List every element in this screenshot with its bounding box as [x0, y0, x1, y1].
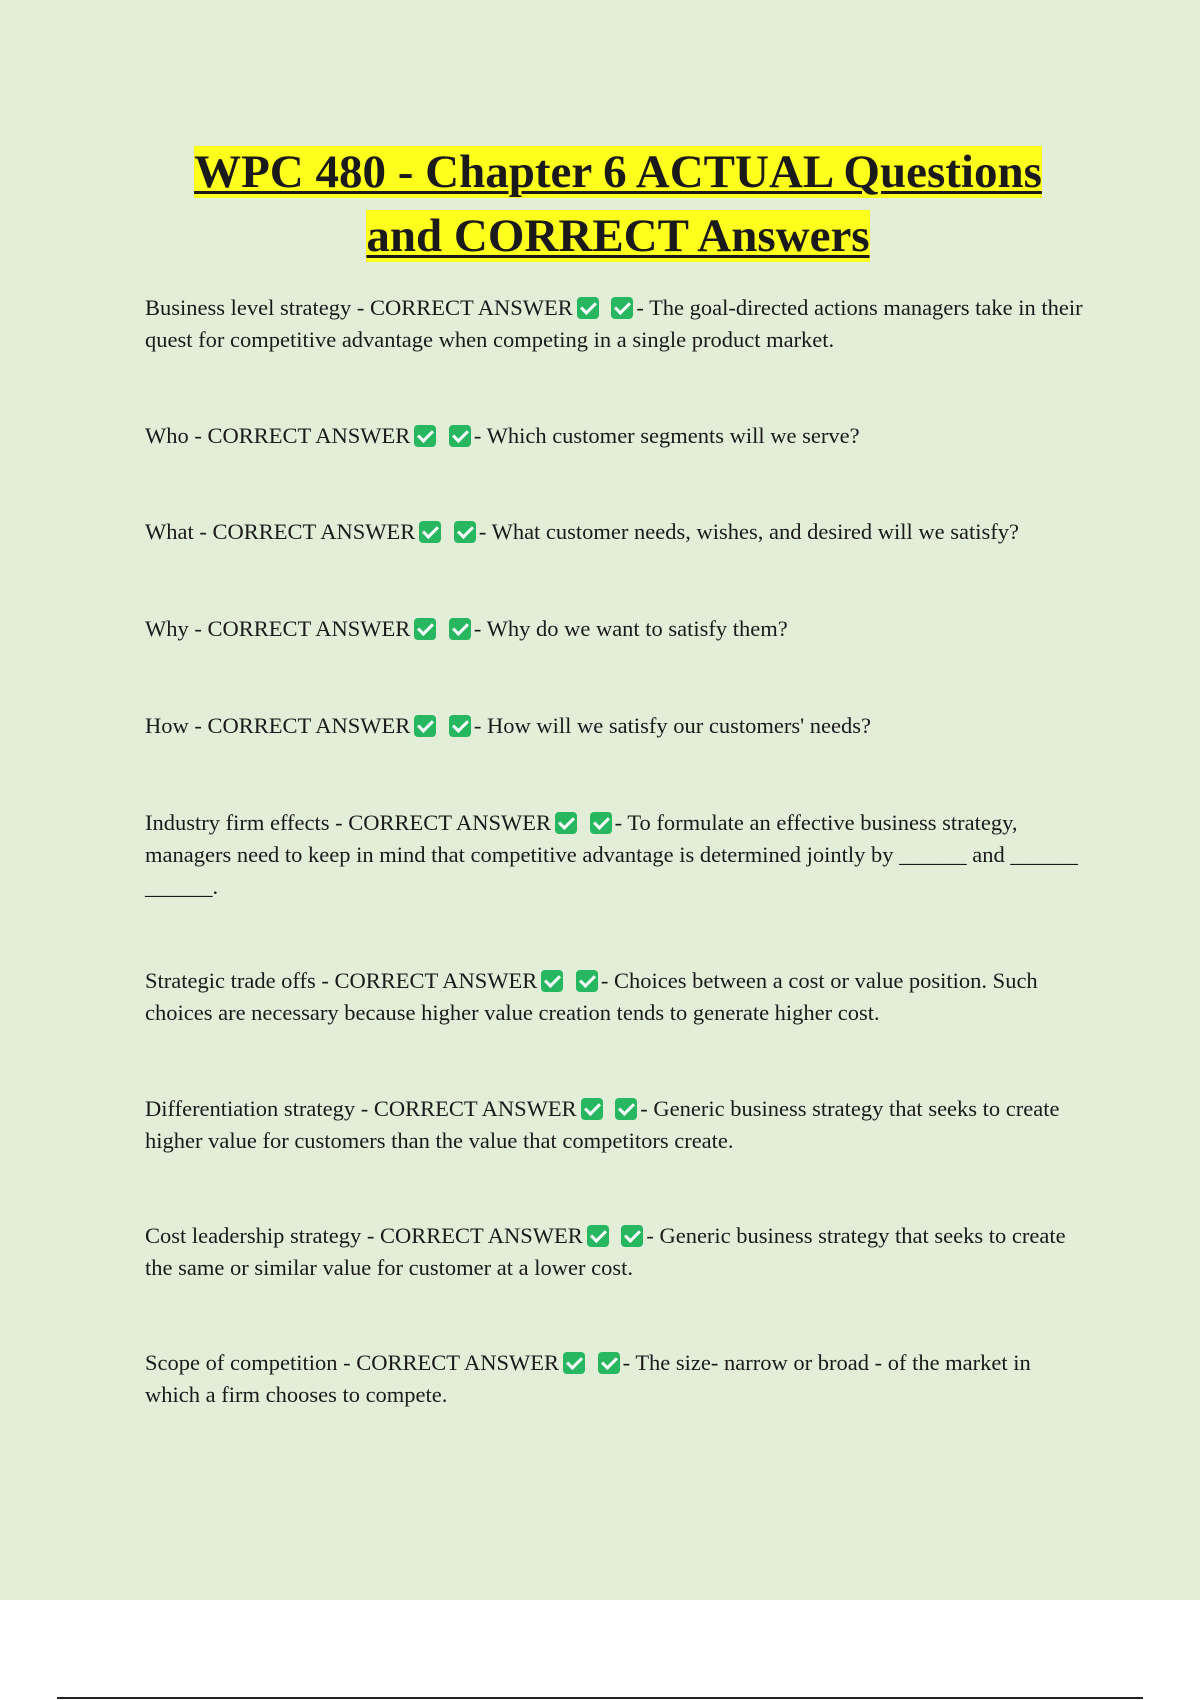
check-mark-icon [611, 297, 633, 319]
answer-marker: CORRECT ANSWER [334, 968, 538, 993]
check-mark-icon [598, 1352, 620, 1374]
qa-entry: How - CORRECT ANSWER - How will we satisfy our customers' needs? [145, 713, 871, 738]
check-mark-icon [449, 425, 471, 447]
qa-entry: Differentiation strategy - CORRECT ANSWER - Generic business strategy that seeks to create higher value for customers than the value that competitors create. [145, 1096, 1060, 1153]
entry-term: Why [145, 616, 189, 641]
entry-definition: The goal-directed actions managers take in their quest for competitive advantage when competing in a single product market. [145, 295, 1083, 352]
entry-term: Who [145, 423, 189, 448]
check-mark-icon [581, 1098, 603, 1120]
check-mark-icon [577, 297, 599, 319]
entry-term: How [145, 713, 189, 738]
answer-marker: CORRECT ANSWER [207, 616, 411, 641]
entry-term: Scope of competition [145, 1350, 338, 1375]
entry-term: Business level strategy [145, 295, 352, 320]
check-mark-icon [615, 1098, 637, 1120]
document-title [120, 140, 1116, 268]
check-mark-icon [621, 1225, 643, 1247]
check-mark-icon [454, 521, 476, 543]
answer-marker: CORRECT ANSWER [369, 295, 573, 320]
qa-entry: What - CORRECT ANSWER - What customer needs, wishes, and desired will we satisfy? [145, 519, 1019, 544]
qa-entry: Business level strategy - CORRECT ANSWER - The goal-directed actions managers take in their quest for competitive advantage when competing in a single product market. [145, 295, 1083, 352]
check-mark-icon [449, 715, 471, 737]
check-mark-icon [419, 521, 441, 543]
qa-entry: Strategic trade offs - CORRECT ANSWER - Choices between a cost or value position. Such choices are necessary because higher value creation tends to generate higher cost. [145, 968, 1038, 1025]
check-mark-icon [590, 812, 612, 834]
check-mark-icon [414, 715, 436, 737]
qa-entry: Who - CORRECT ANSWER - Which customer segments will we serve? [145, 423, 860, 448]
entry-definition: Generic business strategy that seeks to create higher value for customers than the value that competitors create. [145, 1096, 1060, 1153]
title-line-1: WPC 480 - Chapter 6 ACTUAL Questions [194, 146, 1042, 198]
entry-definition: Which customer segments will we serve? [486, 423, 860, 448]
check-mark-icon [414, 618, 436, 640]
answer-marker: CORRECT ANSWER [356, 1350, 559, 1375]
entry-term: What [145, 519, 194, 544]
qa-entry: Why - CORRECT ANSWER - Why do we want to satisfy them? [145, 616, 788, 641]
entry-definition: Generic business strategy that seeks to create the same or similar value for customer at a lower cost. [145, 1223, 1066, 1280]
answer-marker: CORRECT ANSWER [207, 423, 411, 448]
answer-marker: CORRECT ANSWER [379, 1223, 583, 1248]
check-mark-icon [555, 812, 577, 834]
qa-entry: Industry firm effects - CORRECT ANSWER - To formulate an effective business strategy, managers need to keep in mind that competitive advantage is determined jointly by ______ and ______ ______. [145, 810, 1078, 899]
entry-definition: Why do we want to satisfy them? [486, 616, 788, 641]
answer-marker: CORRECT ANSWER [348, 810, 552, 835]
check-mark-icon [576, 970, 598, 992]
footer-divider [57, 1697, 1143, 1699]
entry-term: Cost leadership strategy [145, 1223, 362, 1248]
check-mark-icon [587, 1225, 609, 1247]
entry-term: Strategic trade offs [145, 968, 316, 993]
qa-entry: Cost leadership strategy - CORRECT ANSWER - Generic business strategy that seeks to create the same or similar value for customer at a lower cost. [145, 1223, 1066, 1280]
entry-definition: Choices between a cost or value position. Such choices are necessary because higher value creation tends to generate higher cost. [145, 968, 1038, 1025]
check-mark-icon [414, 425, 436, 447]
entry-term: Differentiation strategy [145, 1096, 356, 1121]
check-mark-icon [563, 1352, 585, 1374]
answer-marker: CORRECT ANSWER [373, 1096, 577, 1121]
answer-marker: CORRECT ANSWER [207, 713, 411, 738]
answer-marker: CORRECT ANSWER [212, 519, 416, 544]
entry-definition: To formulate an effective business strategy, managers need to keep in mind that competitive advantage is determined jointly by ______ and ______ ______. [145, 810, 1078, 899]
entry-definition: The size- narrow or broad - of the market in which a firm chooses to compete. [145, 1350, 1031, 1407]
check-mark-icon [541, 970, 563, 992]
title-line-2: and CORRECT Answers [366, 210, 870, 262]
entry-term: Industry firm effects [145, 810, 330, 835]
check-mark-icon [449, 618, 471, 640]
entry-definition: How will we satisfy our customers' needs? [487, 713, 871, 738]
qa-entry: Scope of competition - CORRECT ANSWER - The size- narrow or broad - of the market in which a firm chooses to compete. [145, 1350, 1031, 1407]
entry-definition: What customer needs, wishes, and desired will we satisfy? [491, 519, 1019, 544]
